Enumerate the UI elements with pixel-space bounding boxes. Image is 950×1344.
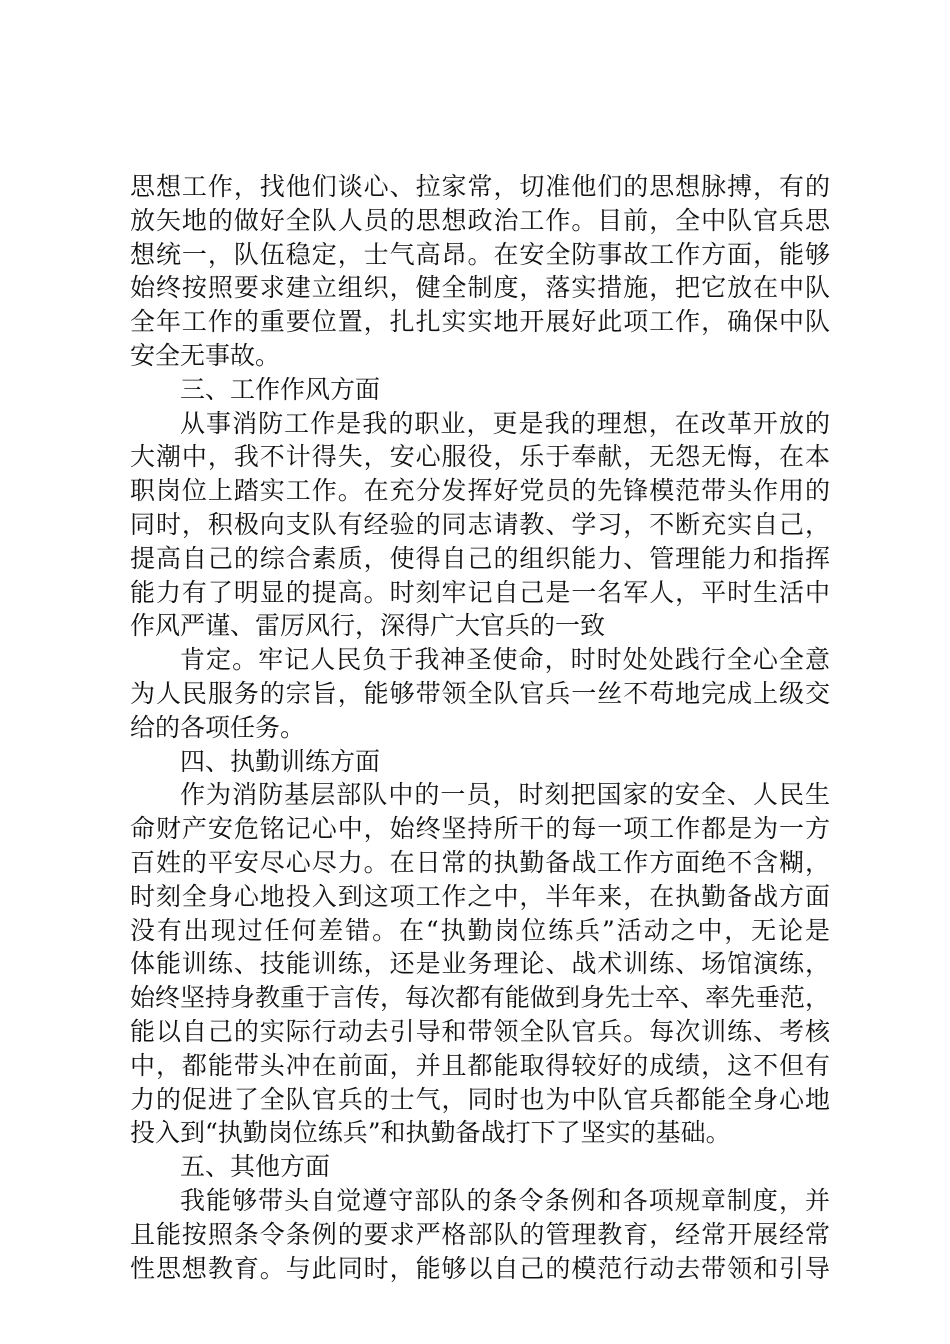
section-heading: 四、执勤训练方面 <box>180 746 381 776</box>
body-line: 命财产安危铭记心中，始终坚持所干的每一项工作都是为一方 <box>130 814 830 844</box>
body-line: 我能够带头自觉遵守部队的条令条例和各项规章制度，并 <box>180 1185 830 1215</box>
body-line: 且能按照条令条例的要求严格部队的管理教育，经常开展经常 <box>130 1219 830 1249</box>
body-line: 力的促进了全队官兵的士气，同时也为中队官兵都能全身心地 <box>130 1084 830 1114</box>
body-line: 大潮中，我不计得失，安心服役，乐于奉献，无怨无悔，在本 <box>130 442 830 472</box>
body-line: 职岗位上踏实工作。在充分发挥好党员的先锋模范带头作用的 <box>130 476 830 506</box>
body-line: 从事消防工作是我的职业，更是我的理想，在改革开放的 <box>180 408 830 438</box>
body-line: 放矢地的做好全队人员的思想政治工作。目前，全中队官兵思 <box>130 205 830 235</box>
body-line: 想统一，队伍稳定，士气高昂。在安全防事故工作方面，能够 <box>130 239 830 269</box>
body-line: 时刻全身心地投入到这项工作之中，半年来，在执勤备战方面 <box>130 881 830 911</box>
body-line: 为人民服务的宗旨，能够带领全队官兵一丝不苟地完成上级交 <box>130 678 830 708</box>
body-line: 没有出现过任何差错。在“执勤岗位练兵”活动之中，无论是 <box>130 915 830 945</box>
body-line: 全年工作的重要位置，扎扎实实地开展好此项工作，确保中队 <box>130 307 830 337</box>
body-line: 百姓的平安尽心尽力。在日常的执勤备战工作方面绝不含糊， <box>130 847 830 877</box>
section-heading: 三、工作作风方面 <box>180 374 381 404</box>
body-line: 提高自己的综合素质，使得自己的组织能力、管理能力和指挥 <box>130 543 830 573</box>
body-line: 作风严谨、雷厉风行，深得广大官兵的一致 <box>130 611 606 641</box>
body-line: 始终按照要求建立组织，健全制度，落实措施，把它放在中队 <box>130 273 830 303</box>
body-line: 思想工作，找他们谈心、拉家常，切准他们的思想脉搏，有的 <box>130 172 830 201</box>
body-line: 给的各项任务。 <box>130 712 306 742</box>
body-line: 投入到“执勤岗位练兵”和执勤备战打下了坚实的基础。 <box>130 1118 731 1148</box>
body-line: 性思想教育。与此同时，能够以自己的模范行动去带领和引导 <box>130 1253 830 1283</box>
body-line: 安全无事故。 <box>130 340 281 370</box>
body-line: 作为消防基层部队中的一员，时刻把国家的安全、人民生 <box>180 780 830 810</box>
body-line: 中，都能带头冲在前面，并且都能取得较好的成绩，这不但有 <box>130 1050 830 1080</box>
body-line: 同时，积极向支队有经验的同志请教、学习，不断充实自己， <box>130 509 830 539</box>
section-heading: 五、其他方面 <box>180 1152 331 1182</box>
body-line: 能力有了明显的提高。时刻牢记自己是一名军人，平时生活中 <box>130 577 830 607</box>
body-line: 能以自己的实际行动去引导和带领全队官兵。每次训练、考核 <box>130 1016 830 1046</box>
document-body <box>130 170 830 1285</box>
body-line: 肯定。牢记人民负于我神圣使命，时时处处践行全心全意 <box>180 645 830 675</box>
body-line: 体能训练、技能训练，还是业务理论、战术训练、场馆演练， <box>130 949 830 979</box>
body-line: 始终坚持身教重于言传，每次都有能做到身先士卒、率先垂范， <box>130 983 831 1013</box>
